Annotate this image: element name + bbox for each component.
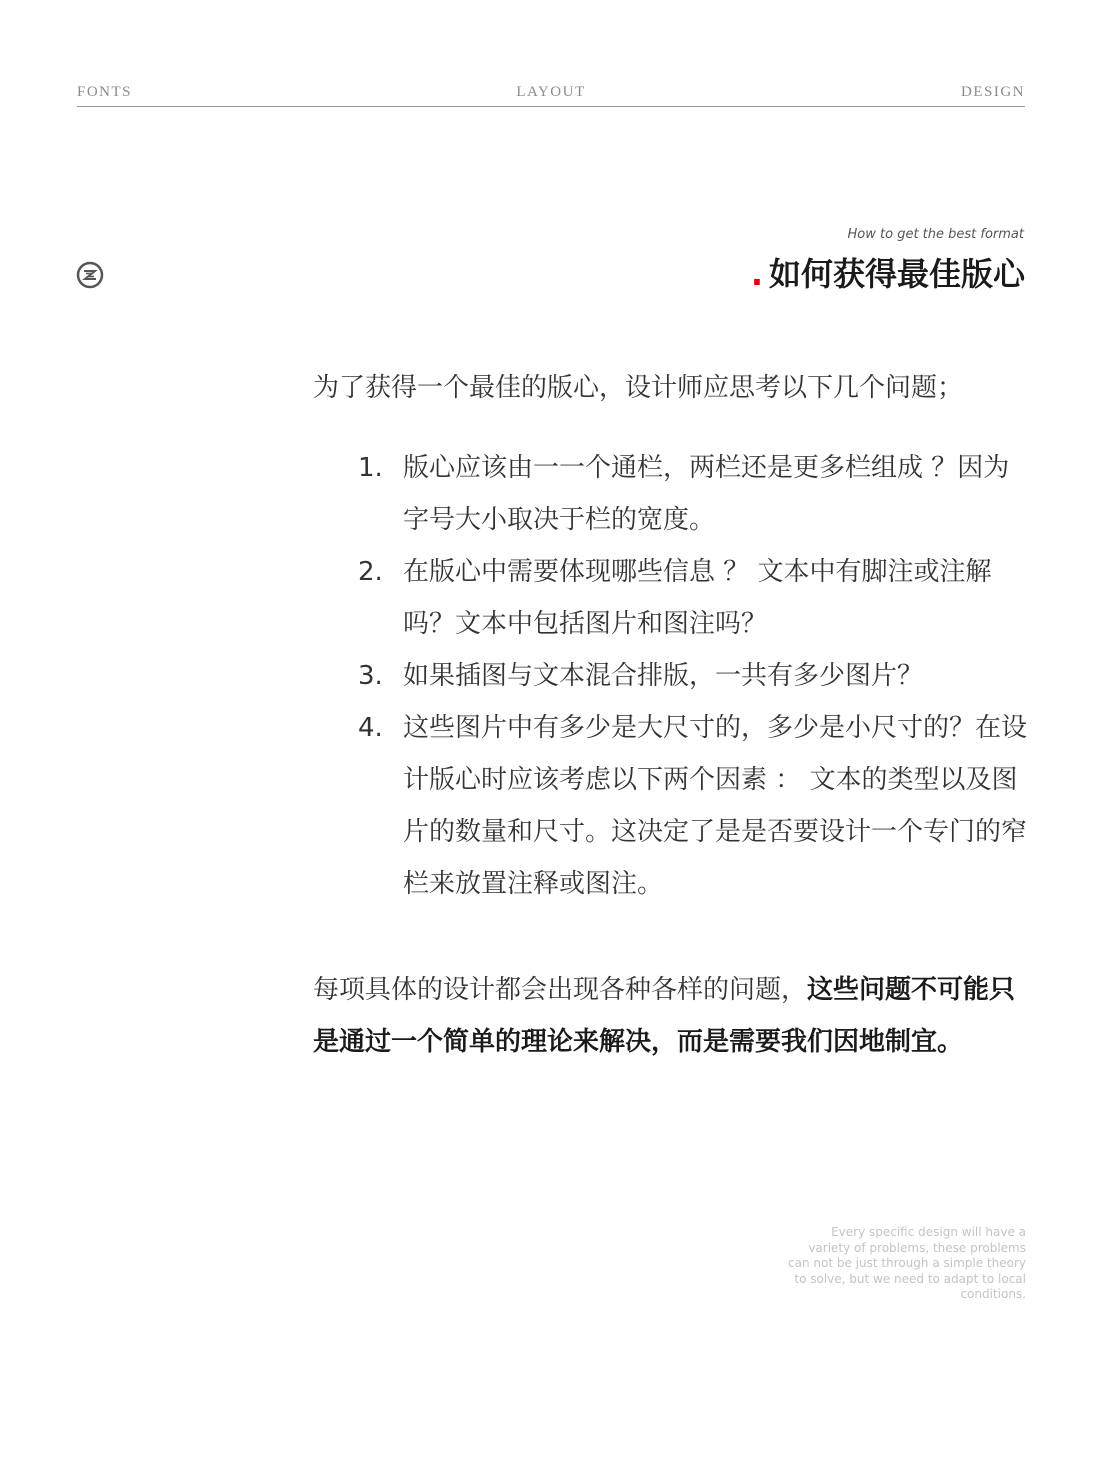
question-number: 1. (358, 453, 383, 483)
title-text: 如何获得最佳版心 (768, 255, 1025, 293)
closing-paragraph (313, 964, 1031, 1068)
title-accent-dot: . (750, 255, 763, 293)
nav-fonts: FONTS (77, 84, 133, 100)
question-item (358, 442, 1030, 546)
closing-emphasis: 这些问题不可能只是通过一个简单的理论来解决，而是需要我们因地制宜。 (313, 975, 1016, 1057)
question-text: 这些图片中有多少是大尺寸的，多少是小尺寸的？在设计版心时应该考虑以下两个因素 ： 文本的类型以及图片的数量和尺寸。这决定了是是否要设计一个专门的窄栏来放置注释或图注。 (403, 713, 1028, 899)
question-item (358, 702, 1030, 910)
question-text: 版心应该由一一个通栏，两栏还是更多栏组成 ？因为字号大小取决于栏的宽度。 (403, 453, 1010, 535)
question-item (358, 650, 1030, 702)
question-number: 3. (358, 661, 383, 691)
question-list (358, 442, 1030, 910)
nav-layout: LAYOUT (516, 84, 586, 100)
intro-paragraph: 为了获得一个最佳的版心，设计师应思考以下几个问题； (313, 373, 964, 403)
question-number: 2. (358, 557, 383, 587)
section-title (751, 249, 1025, 295)
nav-design: DESIGN (961, 84, 1025, 100)
question-number: 4. (358, 713, 383, 743)
logo-icon (76, 261, 104, 289)
question-text: 如果插图与文本混合排版，一共有多少图片？ (403, 661, 924, 691)
question-text: 在版心中需要体现哪些信息 ？ 文本中有脚注或注解吗？文本中包括图片和图注吗？ (403, 557, 992, 639)
question-item (358, 546, 1030, 650)
closing-text: 每项具体的设计都会出现各种各样的问题， (313, 975, 808, 1005)
english-footnote: Every specific design will have a variety of problems, these problems can not be just through a simple theory to solve, but we need to adapt to local conditions. (788, 1225, 1026, 1302)
section-subtitle: How to get the best format (847, 227, 1024, 242)
top-nav (77, 84, 1025, 107)
